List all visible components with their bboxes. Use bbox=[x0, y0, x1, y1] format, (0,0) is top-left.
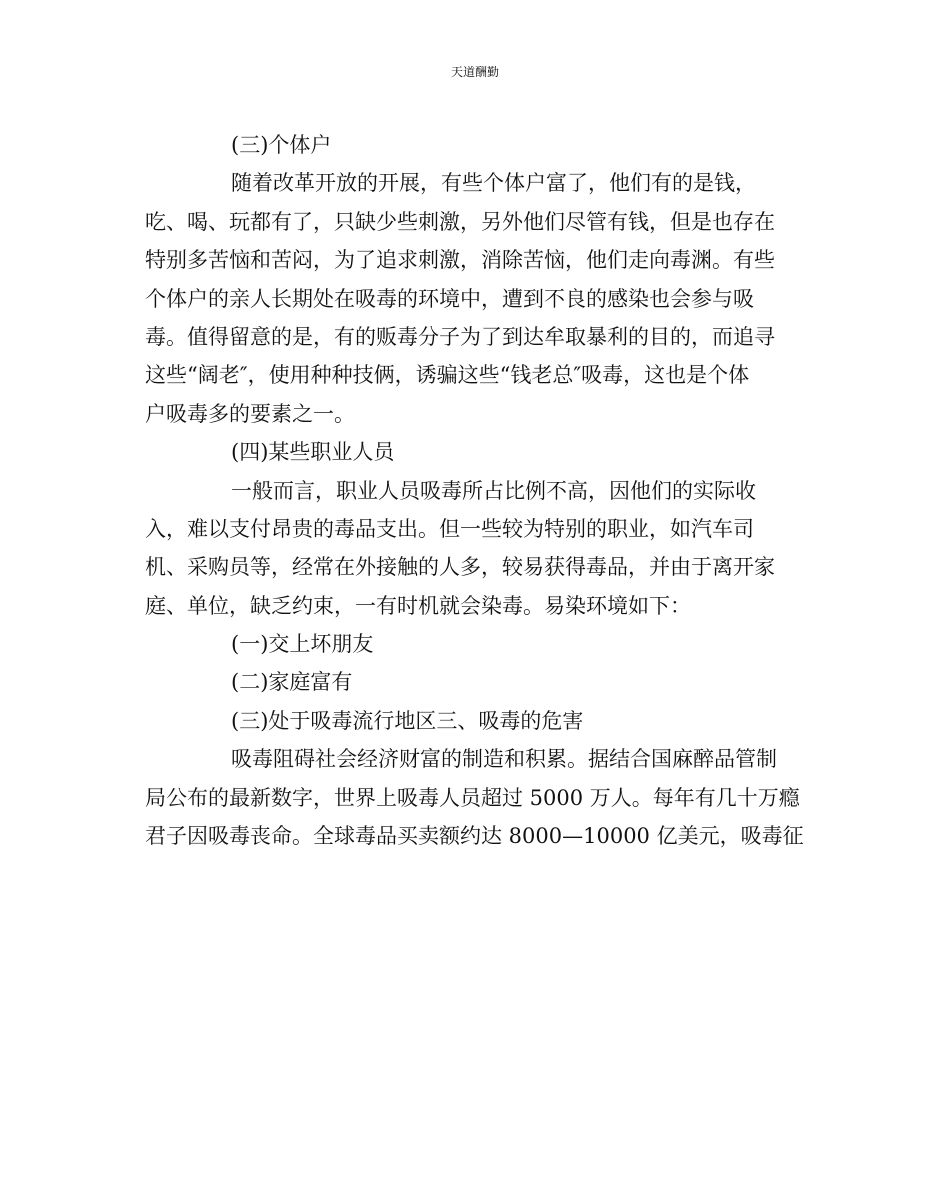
text-line: (四)某些职业人员 bbox=[231, 440, 395, 465]
text-line: 君子因吸毒丧命。全球毒品买卖额约达 8000—10000 亿美元，吸毒征 bbox=[145, 824, 804, 849]
text-line: 吸毒阻碍社会经济财富的制造和积累。据结合国麻醉品管制 bbox=[231, 747, 777, 772]
text-line: 吃、喝、玩都有了，只缺少些刺激，另外他们尽管有钱，但是也存在 bbox=[145, 209, 775, 234]
text-line: 庭、单位，缺乏约束，一有时机就会染毒。易染环境如下： bbox=[145, 593, 691, 618]
page-header: 天道酬勤 bbox=[450, 65, 499, 79]
text-line: (一)交上坏朋友 bbox=[231, 632, 374, 657]
body-text bbox=[145, 126, 820, 855]
text-line: 随着改革开放的开展，有些个体户富了，他们有的是钱， bbox=[231, 171, 756, 196]
text-line: 一般而言，职业人员吸毒所占比例不高，因他们的实际收 bbox=[231, 478, 756, 503]
text-line: (三)个体户 bbox=[231, 133, 332, 157]
text-line: 特别多苦恼和苦闷，为了追求刺激，消除苦恼，他们走向毒渊。有些 bbox=[145, 248, 775, 273]
text-line: 毒。值得留意的是，有的贩毒分子为了到达牟取暴利的目的，而追寻 bbox=[145, 324, 775, 349]
text-line: (二)家庭富有 bbox=[231, 670, 353, 695]
text-line: 局公布的最新数字，世界上吸毒人员超过 5000 万人。每年有几十万瘾 bbox=[145, 785, 800, 810]
text-line: 户吸毒多的要素之一。 bbox=[145, 401, 355, 426]
text-line: 机、采购员等，经常在外接触的人多，较易获得毒品，并由于离开家 bbox=[145, 555, 775, 580]
text-line: 个体户的亲人长期处在吸毒的环境中，遭到不良的感染也会参与吸 bbox=[145, 286, 754, 311]
text-line: 入，难以支付昂贵的毒品支出。但一些较为特别的职业，如汽车司 bbox=[145, 516, 754, 541]
text-line: (三)处于吸毒流行地区三、吸毒的危害 bbox=[231, 708, 584, 733]
text-line: 这些“阔老″，使用种种技俩，诱骗这些“钱老总″吸毒，这也是个体 bbox=[145, 363, 750, 388]
